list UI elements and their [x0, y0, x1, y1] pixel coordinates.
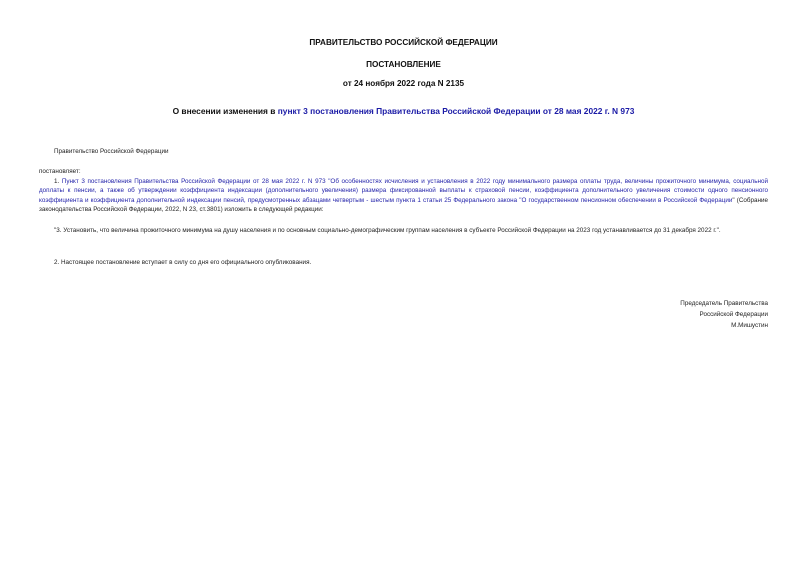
government-name: Правительство Российской Федерации	[54, 148, 169, 155]
paragraph-1-body: "Об особенностях исчисления и установления в 2022 году минимального размера оплаты труда, величины прожиточного минимума, социальной доплаты к пенсии, а также об утверждении коэффициента индексации (дополнительного увеличения) размера фиксированной выплаты к страховой пенсии, коэффициента дополнительного увеличения стоимости одного пенсионного коэффициента и коэффициента дополнительной индексации пенсий, предусмотренных абзацами четвертым - шестым пункта 1 статьи 25 Федерального закона "	[39, 178, 768, 204]
decree-973-link[interactable]: Пункт 3 постановления Правительства Российской Федерации от 28 мая 2022 г. N 973	[61, 178, 326, 185]
paragraph-1	[39, 177, 768, 215]
subject-prefix: О внесении изменения в	[172, 106, 278, 116]
government-heading: ПРАВИТЕЛЬСТВО РОССИЙСКОЙ ФЕДЕРАЦИИ	[309, 38, 498, 47]
paragraph-1-end: " (Собрание законодательства Российской Федерации, 2022, N 23, ст.3801) изложить в следующей редакции:	[39, 196, 768, 214]
paragraph-1-number: 1.	[54, 178, 62, 185]
resolves-text: постановляет:	[39, 168, 81, 175]
new-point-3-text: "3. Установить, что величина прожиточного минимума на душу населения и по основным социально-демографическим группам населения в субъекте Российской Федерации на 2023 год устанавливается до 31 декабря 2022 г.".	[54, 227, 721, 234]
subject-link[interactable]: пункт 3 постановления Правительства Российской Федерации от 28 мая 2022 г. N 973	[277, 106, 635, 116]
signature-country: Российской Федерации	[699, 311, 768, 318]
date-number-heading: от 24 ноября 2022 года N 2135	[342, 79, 465, 88]
signature-title: Председатель Правительства	[680, 300, 768, 307]
paragraph-2: 2. Настоящее постановление вступает в силу со дня его официального опубликования.	[54, 259, 312, 266]
document-type-heading: ПОСТАНОВЛЕНИЕ	[366, 60, 441, 69]
pension-law-link[interactable]: О государственном пенсионном обеспечении в Российской Федерации	[521, 196, 733, 204]
signature-name: М.Мишустин	[731, 322, 768, 329]
document-subject	[0, 106, 807, 117]
